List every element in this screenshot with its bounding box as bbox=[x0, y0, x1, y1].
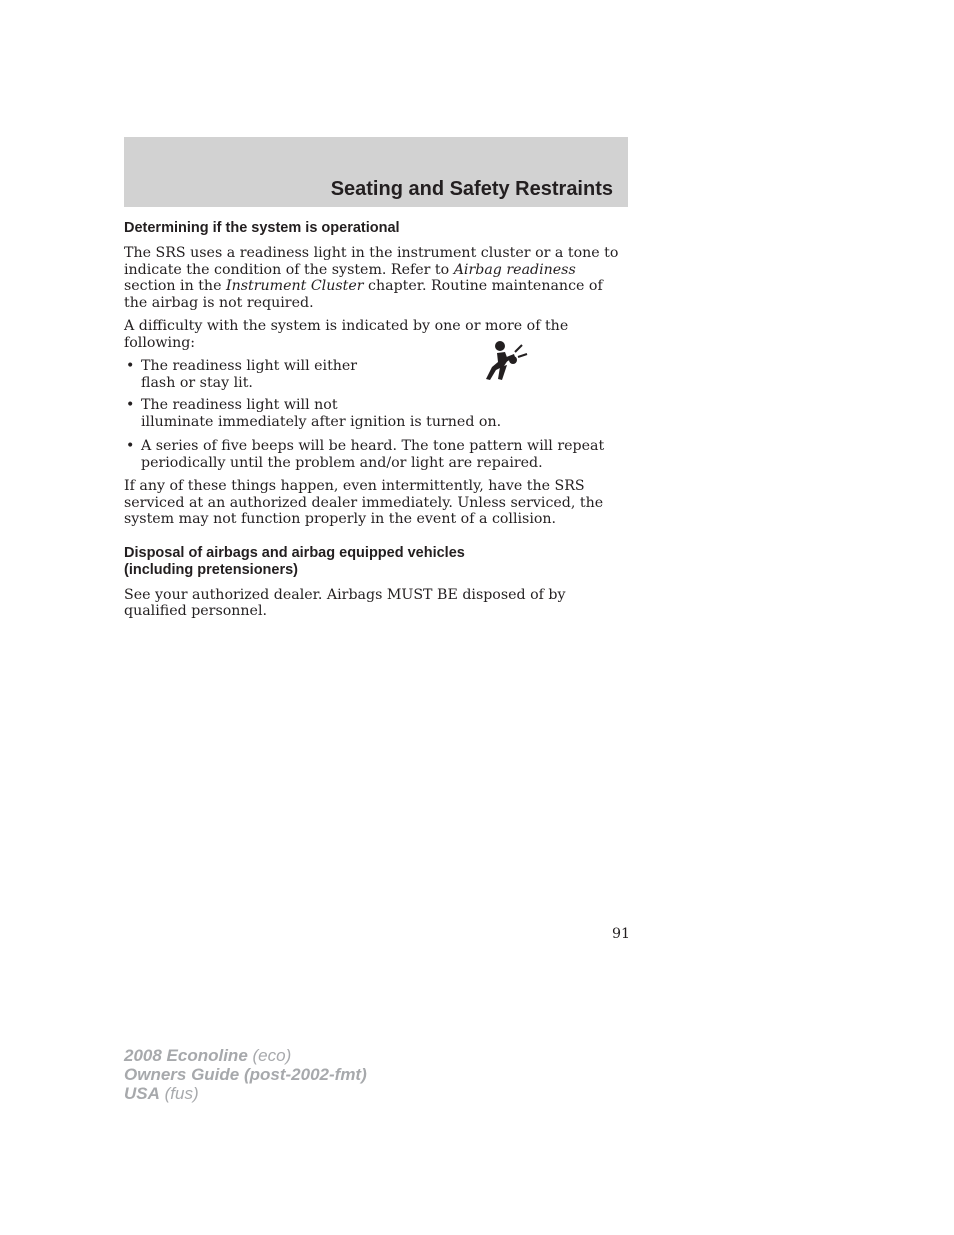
list-item-line: The readiness light will not bbox=[141, 397, 338, 413]
bullet: • bbox=[126, 438, 135, 454]
list-item-text: A series of five beeps will be heard. The tone pattern will repeat periodically until the problem and/or light are repaired. bbox=[141, 438, 605, 471]
airbag-warning-icon bbox=[484, 340, 530, 384]
chapter-title: Seating and Safety Restraints bbox=[330, 178, 613, 200]
list-item bbox=[124, 397, 628, 430]
footer-code: (eco) bbox=[247, 1046, 292, 1065]
difficulty-intro-paragraph: A difficulty with the system is indicated by one or more of the following: bbox=[124, 318, 569, 351]
para-text: section in the bbox=[124, 278, 226, 294]
list-item-line: flash or stay lit. bbox=[141, 374, 253, 391]
footer-line bbox=[124, 1065, 367, 1084]
symptom-list bbox=[124, 358, 628, 471]
footer-line bbox=[124, 1046, 367, 1065]
para-text: chapter. Routine maintenance of the airbag is not required. bbox=[124, 278, 603, 311]
airbag-readiness-reference: Airbag readiness bbox=[453, 261, 576, 278]
footer-model: 2008 Econoline bbox=[124, 1046, 248, 1065]
heading-line: Disposal of airbags and airbag equipped vehicles bbox=[124, 544, 465, 561]
list-item bbox=[124, 358, 628, 391]
footer-code: (fus) bbox=[159, 1084, 199, 1103]
page-number: 91 bbox=[612, 926, 631, 942]
disposal-paragraph: See your authorized dealer. Airbags MUST BE disposed of by qualified personnel. bbox=[124, 586, 566, 619]
footer-line bbox=[124, 1084, 367, 1103]
section-heading-disposal bbox=[124, 545, 628, 579]
chapter-header-band bbox=[124, 137, 628, 207]
list-item-line: The readiness light will either bbox=[141, 358, 358, 374]
list-item bbox=[124, 438, 628, 471]
footer-market: USA bbox=[124, 1084, 160, 1103]
section-heading-operational: Determining if the system is operational bbox=[124, 220, 400, 236]
list-item-line: illuminate immediately after ignition is turned on. bbox=[141, 413, 502, 430]
document-footer bbox=[124, 1046, 367, 1103]
page-content bbox=[124, 220, 628, 627]
heading-line: (including pretensioners) bbox=[124, 561, 299, 578]
bullet: • bbox=[126, 397, 135, 413]
para-text: The SRS uses a readiness light in the instrument cluster or a tone to indicate the condition of the system. Refer to bbox=[124, 245, 619, 278]
service-warning-paragraph: If any of these things happen, even intermittently, have the SRS serviced at an authorized dealer immediately. Unless serviced, the system may not function properly in the event of a collision. bbox=[124, 478, 604, 527]
instrument-cluster-reference: Instrument Cluster bbox=[225, 278, 364, 294]
bullet: • bbox=[126, 358, 135, 374]
footer-guide: Owners Guide (post-2002-fmt) bbox=[124, 1065, 367, 1084]
srs-readiness-paragraph bbox=[124, 245, 628, 311]
